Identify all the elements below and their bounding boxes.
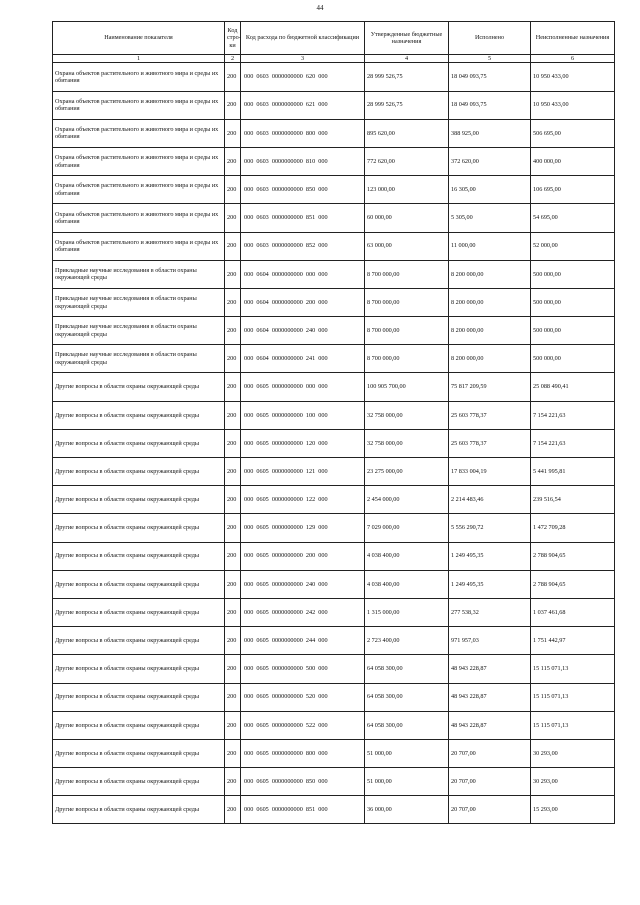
row-unexecuted: 506 695,00 <box>531 119 615 147</box>
row-line-code: 200 <box>225 119 241 147</box>
row-unexecuted: 10 950 433,00 <box>531 63 615 91</box>
row-name: Прикладные научные исследования в области охраны окружающей среды <box>53 345 225 373</box>
row-unexecuted: 15 293,00 <box>531 796 615 824</box>
row-name: Охрана объектов растительного и животного мира и среды их обитания <box>53 232 225 260</box>
row-unexecuted: 15 115 071,13 <box>531 711 615 739</box>
table-row <box>53 119 615 147</box>
row-executed: 48 943 228,87 <box>449 711 531 739</box>
header-approved: Утвержденные бюджетные назначения <box>365 22 449 55</box>
table-row <box>53 288 615 316</box>
row-approved: 63 000,00 <box>365 232 449 260</box>
row-line-code: 200 <box>225 458 241 486</box>
table-body <box>53 63 615 824</box>
table-row <box>53 63 615 91</box>
row-approved: 51 000,00 <box>365 768 449 796</box>
header-expense-code: Код расхода по бюджетной классификации <box>241 22 365 55</box>
row-unexecuted: 106 695,00 <box>531 176 615 204</box>
row-approved: 28 999 526,75 <box>365 91 449 119</box>
row-line-code: 200 <box>225 711 241 739</box>
table-row <box>53 486 615 514</box>
row-expense-code: 000 0605 0000000000 242 000 <box>241 598 365 626</box>
row-line-code: 200 <box>225 514 241 542</box>
row-name: Другие вопросы в области охраны окружающей среды <box>53 711 225 739</box>
row-name: Другие вопросы в области охраны окружающей среды <box>53 683 225 711</box>
table-row <box>53 232 615 260</box>
row-line-code: 200 <box>225 401 241 429</box>
row-name: Прикладные научные исследования в области охраны окружающей среды <box>53 260 225 288</box>
row-executed: 971 957,03 <box>449 627 531 655</box>
row-approved: 64 058 300,00 <box>365 655 449 683</box>
row-name: Другие вопросы в области охраны окружающей среды <box>53 373 225 401</box>
row-name: Другие вопросы в области охраны окружающей среды <box>53 486 225 514</box>
row-line-code: 200 <box>225 542 241 570</box>
row-executed: 1 249 495,35 <box>449 570 531 598</box>
row-expense-code: 000 0605 0000000000 240 000 <box>241 570 365 598</box>
row-unexecuted: 2 788 904,65 <box>531 570 615 598</box>
row-executed: 75 817 209,59 <box>449 373 531 401</box>
row-approved: 8 700 000,00 <box>365 317 449 345</box>
row-unexecuted: 1 472 709,28 <box>531 514 615 542</box>
row-line-code: 200 <box>225 204 241 232</box>
table-row <box>53 260 615 288</box>
column-number: 3 <box>241 55 365 63</box>
row-expense-code: 000 0605 0000000000 100 000 <box>241 401 365 429</box>
column-number-row <box>53 55 615 63</box>
row-unexecuted: 5 441 995,81 <box>531 458 615 486</box>
header-name: Наименование показателя <box>53 22 225 55</box>
table-row <box>53 345 615 373</box>
row-approved: 8 700 000,00 <box>365 345 449 373</box>
row-unexecuted: 30 293,00 <box>531 739 615 767</box>
row-expense-code: 000 0603 0000000000 620 000 <box>241 63 365 91</box>
row-line-code: 200 <box>225 683 241 711</box>
row-expense-code: 000 0604 0000000000 200 000 <box>241 288 365 316</box>
table-row <box>53 401 615 429</box>
row-expense-code: 000 0605 0000000000 000 000 <box>241 373 365 401</box>
table-row <box>53 627 615 655</box>
table-row <box>53 91 615 119</box>
table-row <box>53 429 615 457</box>
row-line-code: 200 <box>225 796 241 824</box>
header-executed: Исполнено <box>449 22 531 55</box>
row-unexecuted: 54 695,00 <box>531 204 615 232</box>
row-unexecuted: 10 950 433,00 <box>531 91 615 119</box>
row-approved: 60 000,00 <box>365 204 449 232</box>
row-name: Охрана объектов растительного и животного мира и среды их обитания <box>53 147 225 175</box>
row-executed: 20 707,00 <box>449 796 531 824</box>
table-row <box>53 176 615 204</box>
row-line-code: 200 <box>225 317 241 345</box>
row-name: Охрана объектов растительного и животного мира и среды их обитания <box>53 91 225 119</box>
row-executed: 388 925,00 <box>449 119 531 147</box>
row-executed: 25 603 778,37 <box>449 429 531 457</box>
row-line-code: 200 <box>225 739 241 767</box>
row-executed: 2 214 483,46 <box>449 486 531 514</box>
row-expense-code: 000 0603 0000000000 852 000 <box>241 232 365 260</box>
row-expense-code: 000 0605 0000000000 522 000 <box>241 711 365 739</box>
row-unexecuted: 30 293,00 <box>531 768 615 796</box>
row-executed: 8 200 000,00 <box>449 288 531 316</box>
row-executed: 5 305,00 <box>449 204 531 232</box>
row-line-code: 200 <box>225 373 241 401</box>
row-approved: 8 700 000,00 <box>365 260 449 288</box>
table-row <box>53 458 615 486</box>
row-expense-code: 000 0604 0000000000 241 000 <box>241 345 365 373</box>
table-row <box>53 739 615 767</box>
row-name: Другие вопросы в области охраны окружающей среды <box>53 570 225 598</box>
row-line-code: 200 <box>225 429 241 457</box>
row-approved: 64 058 300,00 <box>365 683 449 711</box>
row-line-code: 200 <box>225 260 241 288</box>
row-name: Охрана объектов растительного и животного мира и среды их обитания <box>53 63 225 91</box>
row-executed: 20 707,00 <box>449 768 531 796</box>
row-name: Другие вопросы в области охраны окружающей среды <box>53 627 225 655</box>
row-expense-code: 000 0605 0000000000 520 000 <box>241 683 365 711</box>
row-unexecuted: 1 751 442,97 <box>531 627 615 655</box>
row-unexecuted: 500 000,00 <box>531 345 615 373</box>
row-approved: 51 000,00 <box>365 739 449 767</box>
column-number: 2 <box>225 55 241 63</box>
table-row <box>53 373 615 401</box>
row-unexecuted: 239 516,54 <box>531 486 615 514</box>
row-executed: 1 249 495,35 <box>449 542 531 570</box>
row-expense-code: 000 0604 0000000000 240 000 <box>241 317 365 345</box>
row-name: Другие вопросы в области охраны окружающей среды <box>53 768 225 796</box>
row-line-code: 200 <box>225 570 241 598</box>
row-approved: 4 038 400,00 <box>365 542 449 570</box>
row-approved: 32 758 000,00 <box>365 401 449 429</box>
row-name: Другие вопросы в области охраны окружающей среды <box>53 739 225 767</box>
row-approved: 2 454 000,00 <box>365 486 449 514</box>
row-unexecuted: 500 000,00 <box>531 260 615 288</box>
row-expense-code: 000 0605 0000000000 121 000 <box>241 458 365 486</box>
row-expense-code: 000 0605 0000000000 120 000 <box>241 429 365 457</box>
table-row <box>53 317 615 345</box>
row-line-code: 200 <box>225 486 241 514</box>
row-name: Другие вопросы в области охраны окружающей среды <box>53 542 225 570</box>
row-expense-code: 000 0603 0000000000 621 000 <box>241 91 365 119</box>
row-executed: 8 200 000,00 <box>449 317 531 345</box>
row-unexecuted: 2 788 904,65 <box>531 542 615 570</box>
row-expense-code: 000 0603 0000000000 810 000 <box>241 147 365 175</box>
row-approved: 36 000,00 <box>365 796 449 824</box>
table-row <box>53 570 615 598</box>
row-expense-code: 000 0605 0000000000 850 000 <box>241 768 365 796</box>
table-row <box>53 768 615 796</box>
row-executed: 11 000,00 <box>449 232 531 260</box>
row-line-code: 200 <box>225 768 241 796</box>
row-approved: 100 905 700,00 <box>365 373 449 401</box>
row-unexecuted: 1 037 461,68 <box>531 598 615 626</box>
row-executed: 372 620,00 <box>449 147 531 175</box>
row-name: Прикладные научные исследования в области охраны окружающей среды <box>53 317 225 345</box>
row-name: Прикладные научные исследования в области охраны окружающей среды <box>53 288 225 316</box>
table-row <box>53 655 615 683</box>
table-row <box>53 598 615 626</box>
row-executed: 18 049 093,75 <box>449 91 531 119</box>
row-line-code: 200 <box>225 598 241 626</box>
table-row <box>53 542 615 570</box>
row-line-code: 200 <box>225 176 241 204</box>
row-expense-code: 000 0604 0000000000 000 000 <box>241 260 365 288</box>
row-expense-code: 000 0605 0000000000 200 000 <box>241 542 365 570</box>
row-expense-code: 000 0605 0000000000 800 000 <box>241 739 365 767</box>
row-approved: 123 000,00 <box>365 176 449 204</box>
row-line-code: 200 <box>225 232 241 260</box>
table-row <box>53 683 615 711</box>
row-unexecuted: 7 154 221,63 <box>531 429 615 457</box>
row-executed: 25 603 778,37 <box>449 401 531 429</box>
row-expense-code: 000 0603 0000000000 800 000 <box>241 119 365 147</box>
row-executed: 8 200 000,00 <box>449 260 531 288</box>
row-executed: 20 707,00 <box>449 739 531 767</box>
row-expense-code: 000 0605 0000000000 851 000 <box>241 796 365 824</box>
row-expense-code: 000 0605 0000000000 244 000 <box>241 627 365 655</box>
row-unexecuted: 400 000,00 <box>531 147 615 175</box>
row-unexecuted: 25 088 490,41 <box>531 373 615 401</box>
row-unexecuted: 500 000,00 <box>531 288 615 316</box>
row-name: Другие вопросы в области охраны окружающей среды <box>53 796 225 824</box>
row-approved: 2 723 400,00 <box>365 627 449 655</box>
column-number: 5 <box>449 55 531 63</box>
table-row <box>53 796 615 824</box>
row-executed: 5 556 290,72 <box>449 514 531 542</box>
table-row <box>53 204 615 232</box>
page-number: 44 <box>316 4 324 12</box>
row-approved: 8 700 000,00 <box>365 288 449 316</box>
row-executed: 8 200 000,00 <box>449 345 531 373</box>
budget-table <box>52 21 615 824</box>
row-executed: 48 943 228,87 <box>449 655 531 683</box>
table-row <box>53 711 615 739</box>
header-line-code: Код стро-ки <box>225 22 241 55</box>
row-unexecuted: 52 000,00 <box>531 232 615 260</box>
row-approved: 32 758 000,00 <box>365 429 449 457</box>
row-approved: 7 029 000,00 <box>365 514 449 542</box>
row-line-code: 200 <box>225 288 241 316</box>
row-executed: 16 305,00 <box>449 176 531 204</box>
row-approved: 1 315 000,00 <box>365 598 449 626</box>
row-unexecuted: 500 000,00 <box>531 317 615 345</box>
row-approved: 772 620,00 <box>365 147 449 175</box>
row-name: Другие вопросы в области охраны окружающей среды <box>53 514 225 542</box>
row-line-code: 200 <box>225 345 241 373</box>
row-approved: 4 038 400,00 <box>365 570 449 598</box>
row-unexecuted: 15 115 071,13 <box>531 655 615 683</box>
row-approved: 23 275 000,00 <box>365 458 449 486</box>
row-approved: 64 058 300,00 <box>365 711 449 739</box>
row-approved: 28 999 526,75 <box>365 63 449 91</box>
row-expense-code: 000 0605 0000000000 122 000 <box>241 486 365 514</box>
row-name: Охрана объектов растительного и животного мира и среды их обитания <box>53 204 225 232</box>
row-line-code: 200 <box>225 91 241 119</box>
row-expense-code: 000 0603 0000000000 851 000 <box>241 204 365 232</box>
row-name: Другие вопросы в области охраны окружающей среды <box>53 655 225 683</box>
row-expense-code: 000 0605 0000000000 500 000 <box>241 655 365 683</box>
row-name: Охрана объектов растительного и животного мира и среды их обитания <box>53 176 225 204</box>
row-line-code: 200 <box>225 655 241 683</box>
row-unexecuted: 7 154 221,63 <box>531 401 615 429</box>
row-name: Другие вопросы в области охраны окружающей среды <box>53 429 225 457</box>
header-row <box>53 22 615 55</box>
row-name: Другие вопросы в области охраны окружающей среды <box>53 598 225 626</box>
row-expense-code: 000 0605 0000000000 129 000 <box>241 514 365 542</box>
row-unexecuted: 15 115 071,13 <box>531 683 615 711</box>
row-expense-code: 000 0603 0000000000 850 000 <box>241 176 365 204</box>
row-name: Охрана объектов растительного и животного мира и среды их обитания <box>53 119 225 147</box>
column-number: 4 <box>365 55 449 63</box>
row-executed: 18 049 093,75 <box>449 63 531 91</box>
row-line-code: 200 <box>225 63 241 91</box>
column-number: 6 <box>531 55 615 63</box>
table-row <box>53 514 615 542</box>
column-number: 1 <box>53 55 225 63</box>
row-name: Другие вопросы в области охраны окружающей среды <box>53 401 225 429</box>
row-executed: 48 943 228,87 <box>449 683 531 711</box>
row-executed: 17 833 004,19 <box>449 458 531 486</box>
table-row <box>53 147 615 175</box>
row-line-code: 200 <box>225 627 241 655</box>
row-approved: 895 620,00 <box>365 119 449 147</box>
header-unexecuted: Неисполненные назначения <box>531 22 615 55</box>
row-line-code: 200 <box>225 147 241 175</box>
row-name: Другие вопросы в области охраны окружающей среды <box>53 458 225 486</box>
row-executed: 277 538,32 <box>449 598 531 626</box>
